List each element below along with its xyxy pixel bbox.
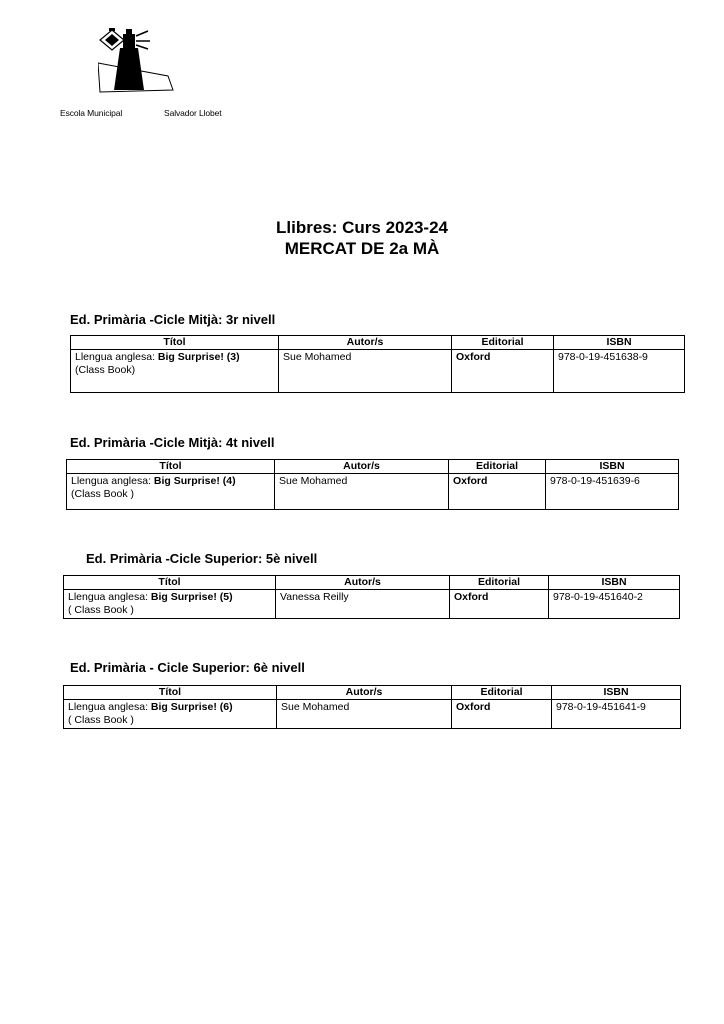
subject-label: Llengua anglesa: <box>68 701 151 713</box>
page-title: Llibres: Curs 2023-24 <box>276 218 448 237</box>
isbn-cell: 978-0-19-451639-6 <box>546 474 679 510</box>
header-title: Títol <box>67 460 275 474</box>
book-table-4t <box>66 459 679 510</box>
publisher-cell: Oxford <box>450 590 549 619</box>
publisher-cell: Oxford <box>452 700 552 729</box>
header-publisher: Editorial <box>452 336 554 350</box>
municipal-seal-icon <box>98 28 126 52</box>
header-title: Títol <box>71 336 279 350</box>
subject-label: Llengua anglesa: <box>68 591 151 603</box>
book-type: ( Class Book ) <box>68 714 134 726</box>
book-title-cell <box>71 350 279 393</box>
header-isbn: ISBN <box>552 686 681 700</box>
header-publisher: Editorial <box>449 460 546 474</box>
author-cell: Sue Mohamed <box>279 350 452 393</box>
isbn-cell: 978-0-19-451638-9 <box>554 350 685 393</box>
table-row <box>71 350 685 393</box>
table-header-row <box>67 460 679 474</box>
author-cell: Sue Mohamed <box>277 700 452 729</box>
book-type: ( Class Book ) <box>68 604 134 616</box>
book-type: (Class Book) <box>75 364 136 376</box>
table-row <box>64 590 680 619</box>
publisher-cell: Oxford <box>449 474 546 510</box>
book-type: (Class Book ) <box>71 488 135 500</box>
book-table-6e <box>63 685 681 729</box>
book-title: Big Surprise! (5) <box>150 591 233 603</box>
page-subtitle: MERCAT DE 2a MÀ <box>284 239 440 258</box>
table-header-row <box>64 686 681 700</box>
header-author: Autor/s <box>277 686 452 700</box>
book-title: Big Surprise! (3) <box>157 351 240 363</box>
logo-name-text: Salvador Llobet <box>164 108 222 118</box>
table-header-row <box>71 336 685 350</box>
book-title-cell <box>64 700 277 729</box>
header-publisher: Editorial <box>452 686 552 700</box>
book-title: Big Surprise! (6) <box>150 701 233 713</box>
book-title-cell <box>67 474 275 510</box>
table-header-row <box>64 576 680 590</box>
section-heading-3r: Ed. Primària -Cicle Mitjà: 3r nivell <box>70 312 276 327</box>
header-author: Autor/s <box>275 460 449 474</box>
header-author: Autor/s <box>276 576 450 590</box>
header-isbn: ISBN <box>546 460 679 474</box>
subject-label: Llengua anglesa: <box>75 351 158 363</box>
header-isbn: ISBN <box>549 576 680 590</box>
section-heading-4t: Ed. Primària -Cicle Mitjà: 4t nivell <box>70 435 275 450</box>
book-table-5e <box>63 575 680 619</box>
table-row <box>64 700 681 729</box>
publisher-cell: Oxford <box>452 350 554 393</box>
header-isbn: ISBN <box>554 336 685 350</box>
author-cell: Sue Mohamed <box>275 474 449 510</box>
header-title: Títol <box>64 576 276 590</box>
book-table-3r <box>70 335 685 393</box>
subject-label: Llengua anglesa: <box>71 475 154 487</box>
section-heading-5e: Ed. Primària -Cicle Superior: 5è nivell <box>86 551 318 566</box>
header-publisher: Editorial <box>450 576 549 590</box>
isbn-cell: 978-0-19-451641-9 <box>552 700 681 729</box>
book-title-cell <box>64 590 276 619</box>
section-heading-6e: Ed. Primària - Cicle Superior: 6è nivell <box>70 660 305 675</box>
author-cell: Vanessa Reilly <box>276 590 450 619</box>
header-title: Títol <box>64 686 277 700</box>
header-author: Autor/s <box>279 336 452 350</box>
school-logo <box>56 28 226 128</box>
book-title: Big Surprise! (4) <box>153 475 236 487</box>
table-row <box>67 474 679 510</box>
isbn-cell: 978-0-19-451640-2 <box>549 590 680 619</box>
logo-school-text: Escola Municipal <box>60 108 123 118</box>
